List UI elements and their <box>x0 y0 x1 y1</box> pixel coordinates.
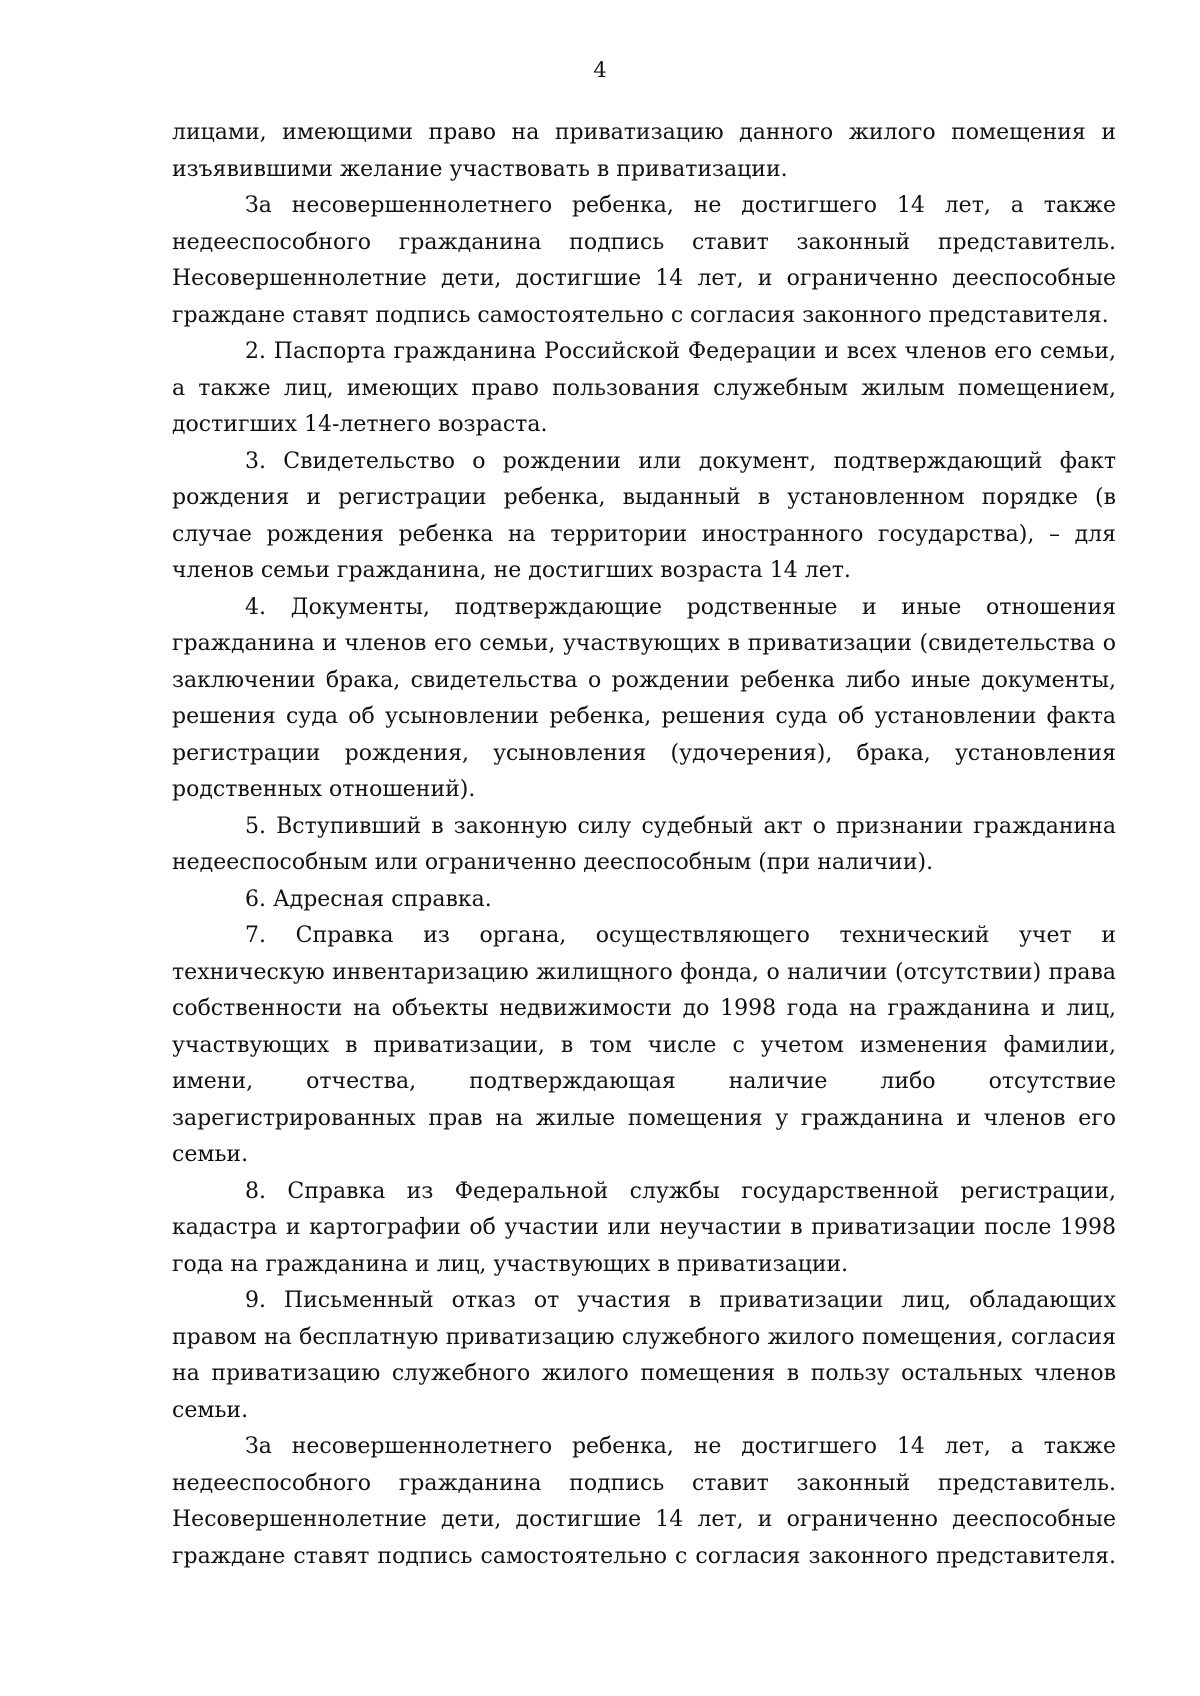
paragraph-item-2: 2. Паспорта гражданина Российской Федерации и всех членов его семьи, а также лиц, имеющих право пользования служебным жилым помещением, достигших 14-летнего возраста. <box>172 339 1116 437</box>
paragraph-item-8: 8. Справка из Федеральной службы государственной регистрации, кадастра и картографии об участии или неучастии в приватизации после 1998 года на гражданина и лиц, участвующих в приватизации. <box>172 1178 1116 1277</box>
paragraph-item-7: 7. Справка из органа, осуществляющего технический учет и техническую инвентаризацию жилищного фонда, о наличии (отсутствии) права собственности на объекты недвижимости до 1998 года на гражданина и лиц, участвующих в приватизации, в том числе с учетом изменения фамилии, имени, отчества, подтверждающая наличие либо отсутствие зарегистрированных прав на жилые помещения у гражданина и членов его семьи. <box>172 923 1116 1167</box>
paragraph-item-3: 3. Свидетельство о рождении или документ, подтверждающий факт рождения и регистрации ребенка, выданный в установленном порядке (в случае рождения ребенка на территории иностранного государства), – для членов семьи гражданина, не достигших возраста 14 лет. <box>172 448 1116 583</box>
paragraph-item-9: 9. Письменный отказ от участия в приватизации лиц, обладающих правом на бесплатную приватизацию служебного жилого помещения, согласия на приватизацию служебного жилого помещения в пользу остальных членов семьи. <box>172 1288 1116 1423</box>
paragraph-item-6: 6. Адресная справка. <box>245 886 492 912</box>
paragraph-continuation: лицами, имеющими право на приватизацию данного жилого помещения и изъявившими желание участвовать в приватизации. <box>172 120 1116 182</box>
paragraph-signature-rule: За несовершеннолетнего ребенка, не достигшего 14 лет, а также недееспособного гражданина подпись ставит законный представитель. Несовершеннолетние дети, достигшие 14 лет, и ограниченно дееспособные граждане ставят подпись самостоятельно с согласия законного представителя. <box>172 193 1116 328</box>
page-number: 4 <box>593 58 607 82</box>
paragraph-signature-rule-repeat: За несовершеннолетнего ребенка, не достигшего 14 лет, а также недееспособного гражданина подпись ставит законный представитель. Несовершеннолетние дети, достигшие 14 лет, и ограниченно дееспособные граждане ставят подпись самостоятельно с согласия законного представителя. <box>172 1434 1116 1569</box>
document-body <box>172 115 1116 1575</box>
paragraph-item-4: 4. Документы, подтверждающие родственные и иные отношения гражданина и членов его семьи, участвующих в приватизации (свидетельства о заключении брака, свидетельства о рождении ребенка либо иные документы, решения суда об усыновлении ребенка, решения суда об установлении факта регистрации рождения, усыновления (удочерения), брака, установления родственных отношений). <box>172 594 1116 802</box>
paragraph-item-5: 5. Вступивший в законную силу судебный акт о признании гражданина недееспособным или ограниченно дееспособным (при наличии). <box>172 813 1116 875</box>
